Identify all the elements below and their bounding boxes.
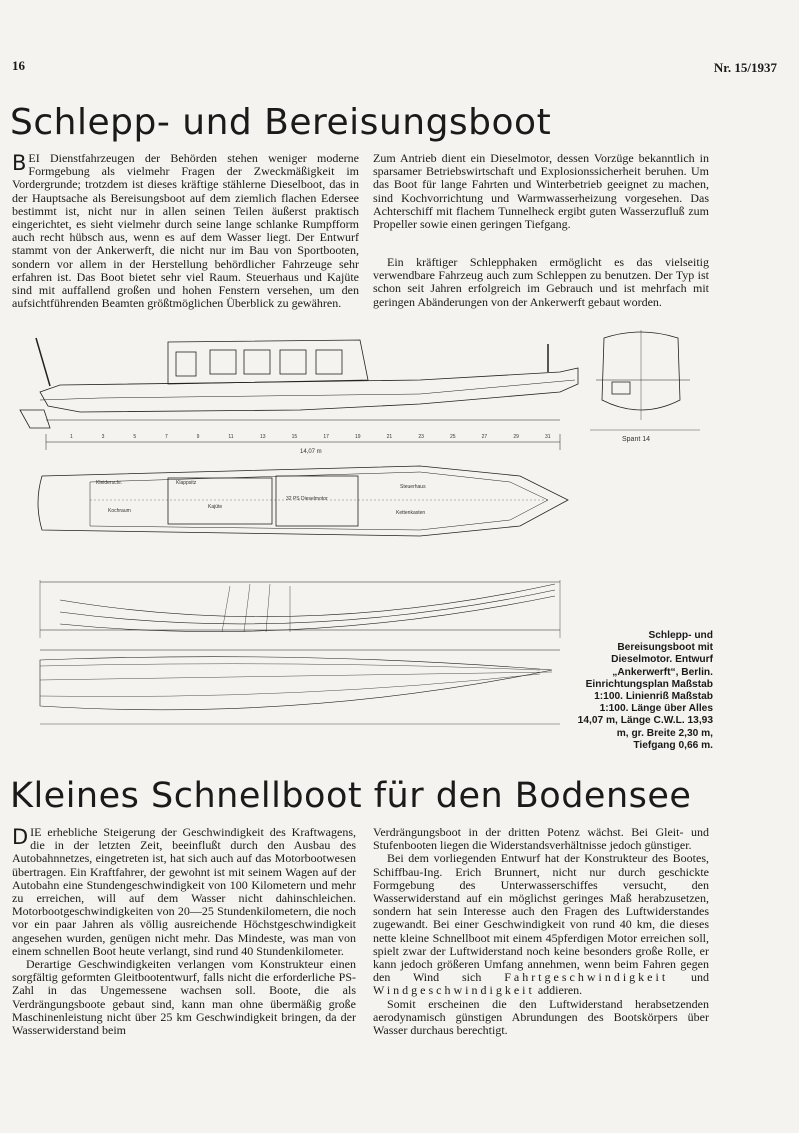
frame-number: 21: [386, 434, 393, 440]
frame-number: 23: [418, 434, 424, 440]
frame-number: 3: [101, 434, 105, 440]
frame-number: 31: [545, 434, 551, 440]
frame-number: 15: [291, 434, 298, 440]
article1-paragraph-2: Ein kräftiger Schlepphaken ermöglicht es das vielseitig verwendbare Fahrzeug auch zum Schleppen zu benutzen. Der Typ ist schon seit Jahren erfolgreich im Gebrauch und ist mehrfach mit geringen Abänderungen von der Ankerwerft gebaut worden.: [373, 255, 709, 309]
frame-number: 11: [228, 434, 234, 440]
plan-label: Klappsitz: [176, 480, 197, 486]
article2-text-3: Bei dem vorliegenden Entwurf hat der Konstrukteur des Bootes, Schiffbau-Ing. Erich Brunnert, nicht nur durch geschickte Formgebung des Unterwasserschiffes versucht, den Wasserwiderstand auf ein möglichst geringes Maß herabzusetzen, sondern hat sein Interesse auch den Fragen des Luftwiderstandes zugewandt. Bei einer Geschwindigkeit von rund 40 km, die dieses nette kleine Schnellboot mit einem 45pferdigen Motor erreichen soll, spielt zwar der Luftwiderstand noch keine besonders große Rolle, er kann jedoch größeren Umfang annehmen, wenn beim Fahren gegen den Wind sich: [373, 851, 709, 985]
article-title-schlepp: Schlepp- und Bereisungsboot: [10, 102, 552, 143]
article2-paragraph-2-continued: Verdrängungsboot in der dritten Potenz wächst. Bei Gleit- und Stufenbooten liegen die Widerstandsverhältnisse jedoch günstiger.: [373, 825, 709, 853]
figure-caption: Schlepp- und Bereisungsboot mit Dieselmotor. Entwurf „Ankerwerft“, Berlin. Einrichtungsplan Maßstab 1:100. Linienriß Maßstab 1:100. Länge über Alles 14,07 m, Länge C.W.L. 13,93 m, gr. Breite 2,30 m, Tiefgang 0,66 m.: [577, 630, 713, 751]
frame-number: 17: [323, 434, 329, 440]
article2-paragraph-4: Somit erscheinen die den Luftwiderstand herabsetzenden aerodynamisch günstigen Abrundungen des Bootskörpers über Wasser durchaus berechtigt.: [373, 996, 709, 1038]
section-drawing-spant-14: [590, 330, 700, 430]
article2-column-2: [373, 826, 709, 1037]
plan-label: Kettenkasten: [396, 510, 426, 516]
length-label: 14,07 m: [300, 449, 322, 455]
frame-number: 1: [70, 434, 73, 440]
plan-label: 32 PS Dieselmotor: [286, 496, 328, 502]
plan-label: Kleiderschr.: [96, 480, 123, 486]
issue-number: Nr. 15/1937: [713, 60, 777, 75]
article1-text-1: EI Dienstfahrzeugen der Behörden stehen weniger moderne Formgebung als vielmehr Fragen der Zweckmäßigkeit im Vordergrunde; trotzdem ist dieses kräftige stählerne Dieselboot, das in der Hauptsache als Bereisungsboot auf dem ziemlich flachen Edersee bestimmt ist, nicht nur in allen seinen Teilen äußerst praktisch eingerichtet, es sieht vielmehr durch seine lange schlanke Rumpfform auch recht hübsch aus, wenn es auf dem Wasser liegt. Der Entwurf stammt von der Ankerwerft, die nicht nur im Bau von Sportbooten, sondern vor allem in der Herstellung behördlicher Fahrzeuge sehr erfahren ist. Das Boot bietet sehr viel Raum. Steuerhaus und Kajüte sind mit auffallend großen und hohen Fenstern versehen, um den aufsichtführenden Beamten größtmöglichen Überblick zu gewähren.: [12, 152, 359, 311]
plan-label: Kajüte: [208, 504, 223, 510]
frame-number: 7: [165, 434, 168, 440]
plan-labels: [96, 480, 426, 516]
spant-label: Spant 14: [622, 436, 651, 443]
article2-paragraph-2: Derartige Geschwindigkeiten verlangen vom Konstrukteur einen sorgfältig geformten Gleitbootentwurf, falls nicht die erforderliche PS-Zahl in das Ungemessene wachsen soll. Boote, die als Verdrängungsboote gebaut sind, kann man ohne übermäßig große Maschinenleistung nicht über 25 km Geschwindigkeit bringen, da der Wasserwiderstand beim: [12, 957, 356, 1038]
article2-paragraph-3: [373, 852, 709, 997]
frame-number: 29: [513, 434, 519, 440]
frame-number: 27: [481, 434, 488, 440]
plan-label: Steuerhaus: [400, 484, 426, 490]
frame-number: 5: [133, 434, 137, 440]
article1-text-1-continued: Zum Antrieb dient ein Dieselmotor, dessen Vorzüge bekanntlich in sparsamer Betriebswirtschaft und Explosionssicherheit beruhen. Um das Boot für lange Fahrten und Winterbetrieb geeignet zu machen, sind Kochvorrichtung und Warmwasserheizung vorgesehen. Das Achterschiff mit flachem Tunnelheck ergibt guten Wasserzufluß zum Propeller sowie einen geringen Tiefgang.: [373, 152, 709, 232]
conjunction-und: und: [691, 970, 710, 985]
plan-label: Kochraum: [108, 508, 131, 514]
lines-plan-drawing: [40, 580, 560, 724]
article2-column-1: [12, 826, 356, 1037]
drop-cap-b: B: [12, 152, 27, 175]
spaced-term-windgeschwindigkeit: Windgeschwindigkeit: [373, 983, 535, 998]
frame-number: 19: [355, 434, 361, 440]
page-number: 16: [12, 58, 25, 73]
frame-number: 25: [450, 434, 456, 440]
frame-number-labels: [70, 434, 551, 440]
drop-cap-d: D: [12, 825, 29, 849]
frame-number: 9: [196, 434, 200, 440]
spaced-term-fahrtgeschwindigkeit: Fahrtgeschwindigkeit: [504, 970, 669, 985]
article-title-schnellboot: Kleines Schnellboot für den Bodensee: [10, 776, 692, 816]
article2-text-3-end: addieren.: [537, 983, 583, 998]
article2-text-1: IE erhebliche Steigerung der Geschwindigkeit des Kraftwagens, die in der letzten Zeit, beeinflußt durch den Ausbau des Autobahnnetzes, eingetreten ist, hat sich auch auf das Motorbootwesen übertragen. Ein Kraftfahrer, der gewohnt ist mit seinem Wagen auf der Autobahn eine Stundengeschwindigkeit von 100 Kilometern und mehr zu erreichen, will auf dem Wasser nicht dahinschleichen. Motorbootgeschwindigkeiten von 20—25 Stundenkilometern, die noch vor ein paar Jahren als völlig ausreichende Höchstgeschwindigkeit angesehen wurden, genügen nicht mehr. Das Mindeste, was man von einem schnellen Boot heute verlangt, sind rund 40 Stundenkilometer.: [12, 825, 356, 958]
article2-paragraph-1: [12, 826, 356, 958]
frame-number: 13: [260, 434, 266, 440]
